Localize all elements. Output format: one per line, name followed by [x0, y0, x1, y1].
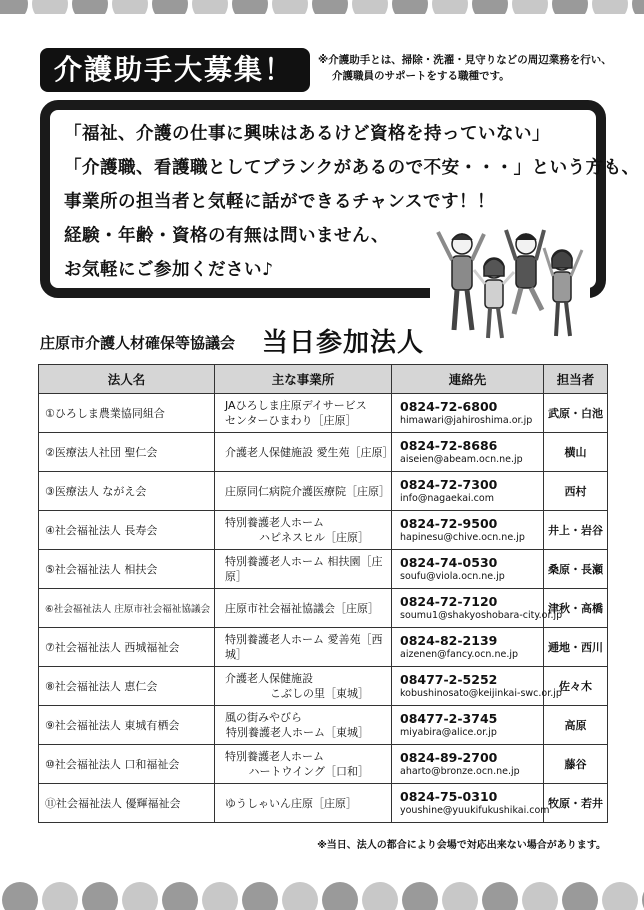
contact-cell: [392, 472, 544, 511]
decorative-dot: [42, 882, 78, 910]
contact-cell: [392, 628, 544, 667]
facility-line: 介護老人保健施設: [225, 672, 313, 685]
header-staff: 担当者: [544, 365, 608, 394]
decorative-dot: [192, 0, 228, 14]
decorative-dot: [472, 0, 508, 14]
facility-cell: [215, 433, 392, 472]
decorative-dot: [82, 882, 118, 910]
staff-name: 佐々木: [544, 667, 608, 706]
cheering-people-illustration: [430, 218, 590, 348]
facility-cell: [215, 667, 392, 706]
contact-cell: [392, 433, 544, 472]
facility-line: ゆうしゃいん庄原［庄原］: [225, 796, 357, 810]
email-address: kobushinosato@keijinkai-swc.or.jp: [400, 688, 562, 699]
contact-cell: [392, 550, 544, 589]
email-address: aizenen@fancy.ocn.ne.jp: [400, 649, 519, 660]
table-row: [39, 628, 608, 667]
decorative-dot: [152, 0, 188, 14]
phone-number: 08477-2-5252: [400, 672, 498, 687]
contact-cell: [392, 511, 544, 550]
staff-name: 逓地・西川: [544, 628, 608, 667]
phone-number: 0824-72-6800: [400, 399, 498, 414]
message-line-2: 「介護職、看護職としてブランクがあるので不安・・・」という方も、: [64, 158, 640, 178]
staff-name: 高原: [544, 706, 608, 745]
facility-line: 特別養護老人ホーム: [225, 750, 324, 763]
phone-number: 0824-72-7300: [400, 477, 498, 492]
decorative-dot: [362, 882, 398, 910]
corporation-name: ①ひろしま農業協同組合: [39, 394, 215, 433]
contact-cell: [392, 667, 562, 706]
email-address: himawari@jahiroshima.or.jp: [400, 415, 533, 426]
facility-cell: [215, 589, 392, 628]
phone-number: 0824-89-2700: [400, 750, 498, 765]
decorative-dot: [562, 882, 598, 910]
corporation-name: ⑥社会福祉法人 庄原市社会福祉協議会: [39, 589, 215, 628]
staff-name: 武原・白池: [544, 394, 608, 433]
bottom-dot-border: [0, 882, 644, 910]
contact-cell: [392, 589, 563, 628]
title-note: [318, 52, 618, 84]
decorative-dot: [72, 0, 108, 14]
staff-name: 西村: [544, 472, 608, 511]
facility-cell: [215, 472, 392, 511]
table-row: [39, 784, 608, 823]
section-title: 当日参加法人: [262, 328, 425, 358]
decorative-dot: [602, 882, 638, 910]
email-address: info@nagaekai.com: [400, 493, 494, 504]
decorative-dot: [632, 0, 644, 14]
facility-line: 特別養護老人ホーム 愛善苑［西城］: [225, 633, 383, 661]
section-subtitle: 庄原市介護人材確保等協議会: [40, 334, 236, 352]
decorative-dot: [202, 882, 238, 910]
header-main-facility: 主な事業所: [215, 365, 392, 394]
staff-name: 津秋・高橋: [544, 589, 608, 628]
contact-cell: [392, 394, 544, 433]
top-dot-border: [0, 0, 644, 14]
table-row: [39, 433, 608, 472]
decorative-dot: [2, 882, 38, 910]
email-address: aharto@bronze.ocn.ne.jp: [400, 766, 520, 777]
decorative-dot: [162, 882, 198, 910]
decorative-dot: [32, 0, 68, 14]
corporation-name: ③医療法人 ながえ会: [39, 472, 215, 511]
corporation-name: ⑨社会福祉法人 東城有栖会: [39, 706, 215, 745]
email-address: soumu1@shakyoshobara-city.or.jp: [400, 610, 563, 621]
facility-cell: [215, 511, 392, 550]
staff-name: 横山: [544, 433, 608, 472]
decorative-dot: [482, 882, 518, 910]
decorative-dot: [112, 0, 148, 14]
corporation-name: ⑩社会福祉法人 口和福祉会: [39, 745, 215, 784]
title-banner: 介護助手大募集！: [40, 48, 310, 92]
table-row: [39, 706, 608, 745]
facility-line: こぶしの里［東城］: [270, 687, 369, 700]
table-row: [39, 589, 608, 628]
facility-cell: [215, 550, 392, 589]
facility-line: 特別養護老人ホーム［東城］: [226, 726, 369, 739]
email-address: soufu@viola.ocn.ne.jp: [400, 571, 505, 582]
title-note-line-1: ※介護助手とは、掃除・洗濯・見守りなどの周辺業務を行い、: [318, 54, 612, 66]
footnote: ※当日、法人の都合により会場で対応出来ない場合があります。: [317, 840, 606, 851]
table-row: [39, 511, 608, 550]
message-line-1: 「福祉、介護の仕事に興味はあるけど資格を持っていない」: [64, 124, 550, 144]
facility-cell: [215, 745, 392, 784]
facility-cell: [215, 706, 392, 745]
email-address: hapinesu@chive.ocn.ne.jp: [400, 532, 525, 543]
facility-line: 介護老人保健施設 愛生苑［庄原］: [225, 445, 394, 459]
table-header-row: [39, 365, 608, 394]
decorative-dot: [402, 882, 438, 910]
facility-cell: [215, 628, 392, 667]
contact-cell: [392, 706, 544, 745]
decorative-dot: [592, 0, 628, 14]
table-row: [39, 550, 608, 589]
facility-line: 風の街みやびら: [225, 711, 302, 724]
facility-line: JAひろしま庄原デイサービス: [225, 399, 367, 412]
header-corporation-name: 法人名: [39, 365, 215, 394]
facility-line: 特別養護老人ホーム 相扶園［庄原］: [225, 555, 383, 583]
decorative-dot: [272, 0, 308, 14]
facility-line: ハピネスヒル［庄原］: [259, 531, 369, 544]
decorative-dot: [442, 882, 478, 910]
decorative-dot: [512, 0, 548, 14]
decorative-dot: [312, 0, 348, 14]
table-row: [39, 667, 608, 706]
email-address: aiseien@abeam.ocn.ne.jp: [400, 454, 523, 465]
decorative-dot: [322, 882, 358, 910]
phone-number: 0824-82-2139: [400, 633, 498, 648]
phone-number: 08477-2-3745: [400, 711, 498, 726]
phone-number: 0824-72-7120: [400, 594, 498, 609]
facility-cell: [215, 784, 392, 823]
staff-name: 藤谷: [544, 745, 608, 784]
corporation-name: ②医療法人社団 聖仁会: [39, 433, 215, 472]
staff-name: 井上・岩谷: [544, 511, 608, 550]
table-body: [39, 394, 608, 823]
staff-name: 牧原・若井: [544, 784, 608, 823]
facility-line: 庄原同仁病院介護医療院［庄原］: [225, 484, 390, 498]
phone-number: 0824-72-9500: [400, 516, 498, 531]
decorative-dot: [552, 0, 588, 14]
corporation-name: ⑤社会福祉法人 相扶会: [39, 550, 215, 589]
facility-line: 庄原市社会福祉協議会［庄原］: [225, 601, 379, 615]
decorative-dot: [352, 0, 388, 14]
corporation-name: ⑦社会福祉法人 西城福祉会: [39, 628, 215, 667]
table-row: [39, 394, 608, 433]
title-note-line-2: 介護職員のサポートをする職種です。: [332, 70, 510, 82]
facility-line: ハートウイング［口和］: [248, 765, 369, 778]
message-line-4: 経験・年齢・資格の有無は問いません、: [64, 226, 390, 246]
decorative-dot: [432, 0, 468, 14]
corporation-name: ④社会福祉法人 長寿会: [39, 511, 215, 550]
contact-cell: [392, 745, 544, 784]
decorative-dot: [522, 882, 558, 910]
facility-line: センターひまわり［庄原］: [225, 414, 357, 427]
email-address: miyabira@alice.or.jp: [400, 727, 497, 738]
contact-cell: [392, 784, 550, 823]
decorative-dot: [122, 882, 158, 910]
decorative-dot: [0, 0, 28, 14]
decorative-dot: [242, 882, 278, 910]
staff-name: 桑原・長瀬: [544, 550, 608, 589]
facility-cell: [215, 394, 392, 433]
message-line-5: お気軽にご参加ください♪: [64, 260, 274, 280]
header-contact: 連絡先: [392, 365, 544, 394]
phone-number: 0824-74-0530: [400, 555, 498, 570]
decorative-dot: [232, 0, 268, 14]
corporation-name: ⑪社会福祉法人 優輝福祉会: [39, 784, 215, 823]
message-line-3: 事業所の担当者と気軽に話ができるチャンスです！！: [64, 192, 495, 212]
decorative-dot: [282, 882, 318, 910]
corporation-name: ⑧社会福祉法人 恵仁会: [39, 667, 215, 706]
decorative-dot: [392, 0, 428, 14]
phone-number: 0824-75-0310: [400, 789, 498, 804]
table-row: [39, 745, 608, 784]
corporation-table: [38, 364, 608, 823]
table-row: [39, 472, 608, 511]
facility-line: 特別養護老人ホーム: [225, 516, 324, 529]
email-address: youshine@yuukifukushikai.com: [400, 805, 550, 816]
phone-number: 0824-72-8686: [400, 438, 498, 453]
